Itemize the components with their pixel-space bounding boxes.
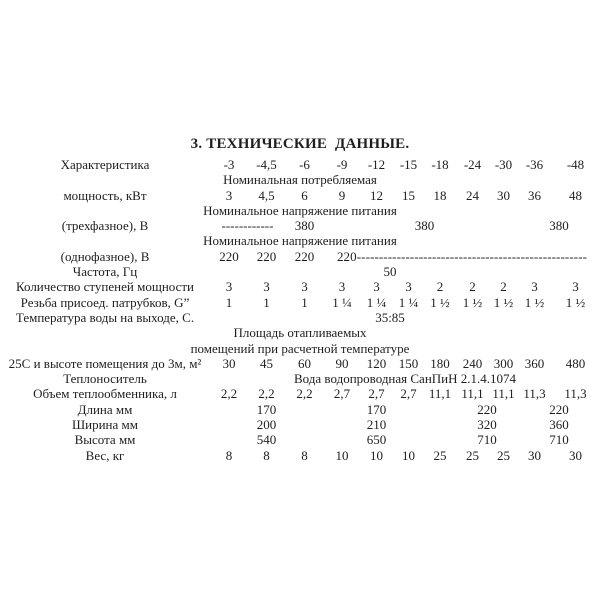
row-power-label xyxy=(0,172,600,187)
row-label-power-line2: мощность, кВт xyxy=(63,187,147,203)
thread-value: 1 ½ xyxy=(462,294,483,310)
empty-cell xyxy=(456,264,489,279)
area-value: 30 xyxy=(222,355,236,371)
power-value: 48 xyxy=(569,187,582,203)
steps-value: 3 xyxy=(338,279,346,295)
weight-value: 25 xyxy=(433,447,447,463)
empty-cell xyxy=(393,432,424,447)
model-column-header: -30 xyxy=(494,157,513,172)
weight-value: 30 xyxy=(569,447,582,463)
empty-cell xyxy=(489,218,518,233)
weight-value: 8 xyxy=(263,447,270,463)
empty-cell xyxy=(393,402,424,417)
thread-value: 1 ½ xyxy=(565,294,586,310)
volume-value: 2,7 xyxy=(333,386,351,402)
empty-cell xyxy=(551,264,600,279)
row-label-steps: Количество ступеней мощности xyxy=(15,279,195,295)
empty-cell xyxy=(210,402,248,417)
empty-cell xyxy=(285,264,324,279)
power-value: 24 xyxy=(466,187,479,203)
voltage3-value: 380 xyxy=(294,218,315,234)
height-value: 540 xyxy=(256,432,277,448)
steps-value: 3 xyxy=(301,279,308,295)
model-column-header: -4,5 xyxy=(256,157,277,172)
model-column-header: -12 xyxy=(367,157,386,172)
empty-cell xyxy=(360,218,393,233)
empty-cell xyxy=(248,310,285,325)
voltage1-value: 220 xyxy=(219,248,239,264)
empty-cell xyxy=(551,310,600,325)
thread-value: 1 xyxy=(263,294,270,310)
row-area-label2 xyxy=(0,341,600,356)
row-coolant xyxy=(0,371,600,386)
row-label-power-line1: Номинальная потребляемая xyxy=(223,172,377,188)
row-volume xyxy=(0,386,600,401)
row-label-coolant: Теплоноситель xyxy=(63,371,147,387)
row-frequency xyxy=(0,264,600,279)
area-value: 45 xyxy=(260,355,273,371)
length-value: 170 xyxy=(256,401,277,417)
empty-cell xyxy=(489,310,518,325)
row-label-water-temp: Температура воды на выходе, С. xyxy=(15,309,195,325)
steps-value: 2 xyxy=(500,279,507,295)
row-water-temp xyxy=(0,310,600,325)
power-value: 36 xyxy=(528,187,541,203)
model-column-header: -3 xyxy=(223,157,235,172)
row-height xyxy=(0,432,600,447)
empty-cell xyxy=(285,417,324,432)
area-value: 240 xyxy=(462,355,483,371)
empty-cell xyxy=(456,218,489,233)
empty-cell xyxy=(285,402,324,417)
weight-value: 30 xyxy=(528,447,541,463)
model-column-header: -36 xyxy=(525,157,544,172)
volume-value: 2,7 xyxy=(368,386,385,402)
power-value: 30 xyxy=(497,187,510,203)
volume-value: 2,7 xyxy=(400,386,417,402)
volume-value: 2,2 xyxy=(258,386,275,402)
width-value: 210 xyxy=(366,417,387,433)
power-value: 18 xyxy=(433,187,447,203)
row-label-area-line2: помещений при расчетной температуре xyxy=(190,340,410,356)
empty-cell xyxy=(285,310,324,325)
voltage3-value: 380 xyxy=(549,218,569,234)
empty-cell xyxy=(424,432,456,447)
area-value: 300 xyxy=(493,355,514,371)
power-value: 4,5 xyxy=(258,187,275,203)
steps-value: 3 xyxy=(572,279,579,295)
voltage1-value: 220 xyxy=(294,248,315,264)
row-label-weight: Вес, кг xyxy=(85,447,125,463)
row-label-voltage1-line2: (однофазное), В xyxy=(60,248,150,264)
empty-cell xyxy=(518,310,551,325)
area-value: 90 xyxy=(335,355,349,371)
model-column-header: -48 xyxy=(566,157,585,172)
frequency-value: 50 xyxy=(383,264,397,280)
volume-value: 2,2 xyxy=(220,386,238,402)
weight-value: 8 xyxy=(301,447,308,463)
model-column-header: -6 xyxy=(299,157,310,172)
empty-cell xyxy=(393,417,424,432)
area-value: 60 xyxy=(298,355,311,371)
row-label-width: Ширина мм xyxy=(72,417,138,433)
model-column-header: -9 xyxy=(336,157,348,172)
empty-cell xyxy=(324,432,360,447)
row-label-frequency: Частота, Гц xyxy=(72,264,138,280)
row-weight xyxy=(0,448,600,463)
steps-value: 3 xyxy=(225,279,233,295)
empty-cell xyxy=(489,264,518,279)
steps-value: 2 xyxy=(436,279,444,295)
empty-cell xyxy=(456,310,489,325)
volume-value: 11,3 xyxy=(523,386,546,402)
model-column-header: -18 xyxy=(431,157,449,172)
weight-value: 10 xyxy=(402,447,415,463)
coolant-value: Вода водопроводная СанПиН 2.1.4.1074 xyxy=(293,371,517,387)
water-temp-value: 35:85 xyxy=(375,309,405,325)
row-label-voltage3-line1: Номинальное напряжение питания xyxy=(203,202,397,218)
voltage3-value: 380 xyxy=(414,218,435,234)
height-value: 650 xyxy=(366,432,387,448)
row-width xyxy=(0,417,600,432)
thread-value: 1 ½ xyxy=(493,294,514,310)
empty-cell xyxy=(248,264,285,279)
weight-value: 10 xyxy=(335,447,349,463)
area-value: 120 xyxy=(366,355,387,371)
row-length xyxy=(0,402,600,417)
model-column-header: -15 xyxy=(399,157,418,172)
row-label-voltage1-line1: Номинальное напряжение питания xyxy=(203,233,397,249)
weight-value: 25 xyxy=(497,447,510,463)
steps-value: 3 xyxy=(263,279,270,295)
model-column-header: -24 xyxy=(463,157,482,172)
empty-cell xyxy=(324,402,360,417)
steps-value: 3 xyxy=(405,279,412,295)
row-voltage3-values xyxy=(0,218,600,233)
power-value: 6 xyxy=(301,187,308,203)
row-power-steps xyxy=(0,279,600,294)
steps-value: 2 xyxy=(469,279,476,295)
thread-value: 1 ¼ xyxy=(398,294,419,310)
width-value: 360 xyxy=(549,417,569,433)
length-value: 220 xyxy=(477,401,497,417)
weight-value: 8 xyxy=(225,447,233,463)
empty-cell xyxy=(324,417,360,432)
row-voltage1-values xyxy=(0,249,600,264)
empty-cell xyxy=(424,402,456,417)
row-area-values xyxy=(0,356,600,371)
power-value: 15 xyxy=(402,187,415,203)
height-value: 710 xyxy=(549,432,569,448)
row-label-area-line3: 25С и высоте помещения до 3м, м² xyxy=(8,355,202,371)
empty-cell xyxy=(210,310,248,325)
length-value: 170 xyxy=(366,401,387,417)
row-thread xyxy=(0,295,600,310)
empty-cell xyxy=(210,264,248,279)
weight-value: 25 xyxy=(466,447,479,463)
length-value: 220 xyxy=(549,401,569,417)
empty-cell xyxy=(285,432,324,447)
row-label-thread: Резьба присоед. патрубков, G” xyxy=(20,294,190,310)
voltage1-value: 220 xyxy=(256,248,277,264)
row-label-voltage3-line2: (трехфазное), В xyxy=(61,218,149,234)
height-value: 710 xyxy=(477,432,497,448)
thread-value: 1 xyxy=(301,294,308,310)
row-area-label1 xyxy=(0,325,600,340)
voltage3-dashes: ------------ xyxy=(221,218,274,234)
width-value: 320 xyxy=(477,417,497,433)
volume-value: 11,1 xyxy=(492,386,515,402)
row-label-area-line1: Площадь отапливаемых xyxy=(233,325,367,341)
row-label-volume: Объем теплообменника, л xyxy=(33,386,177,402)
empty-cell xyxy=(324,218,360,233)
row-voltage1-label xyxy=(0,233,600,248)
row-power-values xyxy=(0,188,600,203)
power-value: 9 xyxy=(338,187,346,203)
row-label-length: Длина мм xyxy=(77,401,133,417)
volume-value: 11,1 xyxy=(428,386,452,402)
thread-value: 1 ½ xyxy=(524,294,545,310)
thread-value: 1 xyxy=(225,294,233,310)
weight-value: 10 xyxy=(370,447,383,463)
steps-value: 3 xyxy=(373,279,380,295)
empty-cell xyxy=(518,264,551,279)
power-value: 3 xyxy=(225,187,233,203)
voltage1-value-dashes: 220---------------------------------------------------- xyxy=(336,248,588,264)
technical-data-table xyxy=(0,157,600,463)
row-voltage3-label xyxy=(0,203,600,218)
thread-value: 1 ½ xyxy=(430,294,450,310)
page-title: 3. ТЕХНИЧЕСКИЕ ДАННЫЕ. xyxy=(190,136,410,152)
power-value: 12 xyxy=(370,187,383,203)
volume-value: 2,2 xyxy=(296,386,313,402)
area-value: 180 xyxy=(430,355,450,371)
volume-value: 11,3 xyxy=(564,386,587,402)
thread-value: 1 ¼ xyxy=(332,294,352,310)
row-header xyxy=(0,157,600,172)
thread-value: 1 ¼ xyxy=(366,294,387,310)
row-label-height: Высота мм xyxy=(74,432,136,448)
area-value: 360 xyxy=(524,355,545,371)
empty-cell xyxy=(210,432,248,447)
area-value: 480 xyxy=(565,355,586,371)
row-label-characteristic: Характеристика xyxy=(60,157,150,172)
empty-cell xyxy=(424,417,456,432)
volume-value: 11,1 xyxy=(461,386,484,402)
area-value: 150 xyxy=(398,355,419,371)
empty-cell xyxy=(210,417,248,432)
width-value: 200 xyxy=(256,417,277,433)
steps-value: 3 xyxy=(531,279,538,295)
